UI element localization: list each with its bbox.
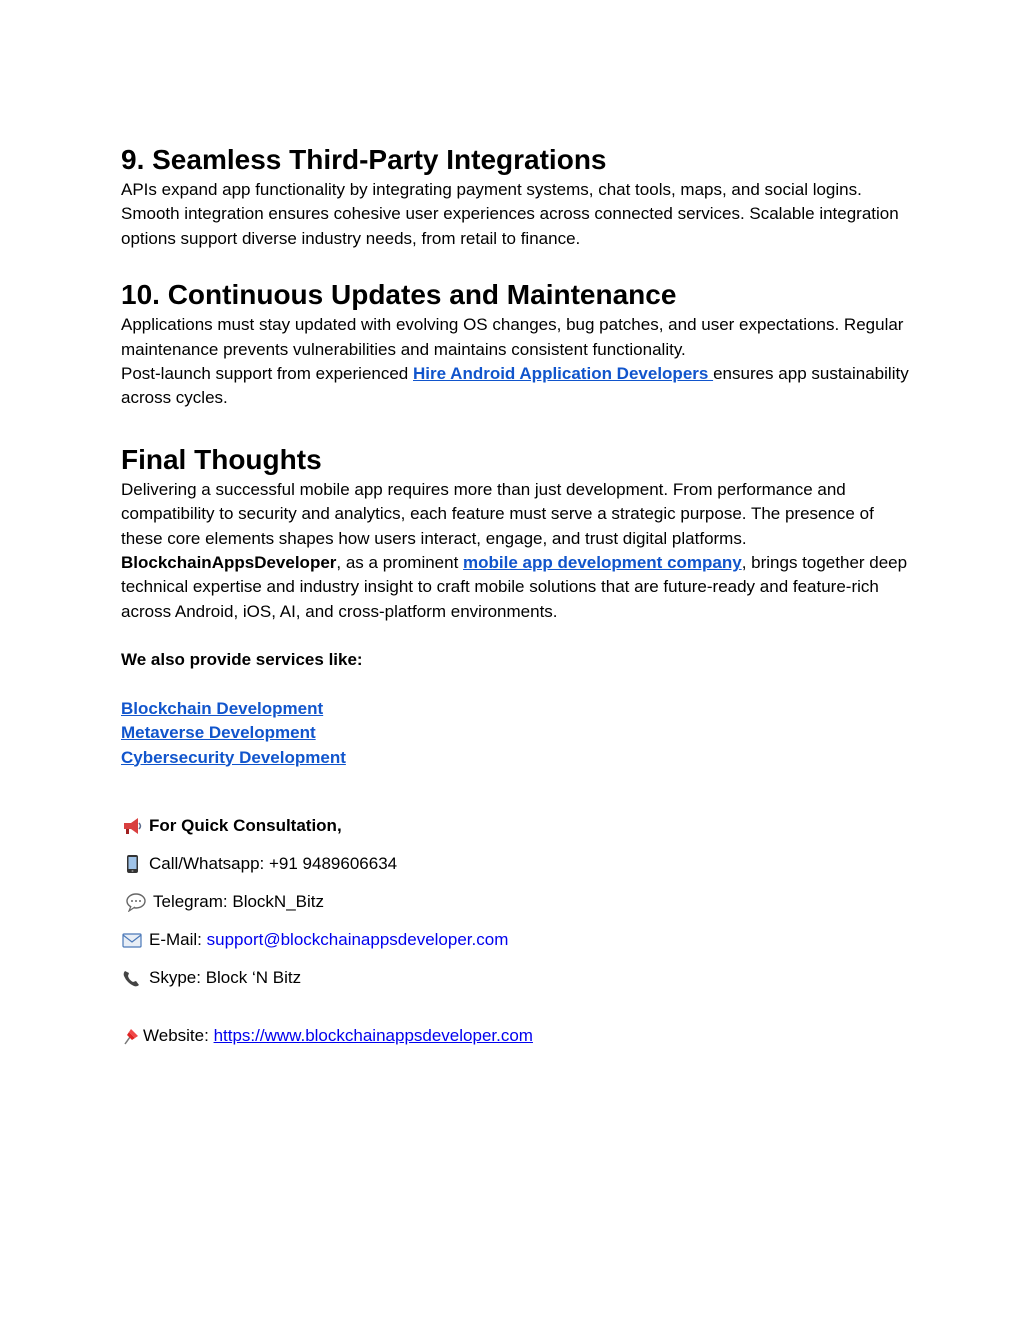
section-body-integrations: APIs expand app functionality by integrating payment systems, chat tools, maps, and social logins. Smooth integration ensures cohesive user experiences across connected services. Scalable integration options support diverse industry needs, from retail to finance. [121, 180, 899, 248]
final-thoughts-text: Delivering a successful mobile app requires more than just development. From performance and compatibility to security and analytics, each feature must serve a strategic purpose. The presence of these core elements shapes how users interact, engage, and trust digital platforms. [121, 479, 874, 548]
pushpin-icon [121, 1026, 139, 1046]
contact-skype: Skype: Block ‘N Bitz [149, 967, 302, 987]
section-heading-integrations: 9. Seamless Third-Party Integrations [121, 144, 607, 175]
mobile-app-development-link[interactable]: mobile app development company [463, 553, 742, 573]
contact-website-label: Website: [143, 1025, 209, 1045]
service-link-cybersecurity[interactable]: Cybersecurity Development [121, 747, 346, 767]
contact-telegram: Telegram: BlockN_Bitz [153, 891, 325, 911]
updates-text-1: Applications must stay updated with evolving OS changes, bug patches, and user expectations. Regular maintenance prevents vulnerabilities and maintains consistent functionality. [121, 315, 904, 359]
section-heading-updates: 10. Continuous Updates and Maintenance [121, 279, 677, 311]
section-heading-final-thoughts: Final Thoughts [121, 443, 322, 475]
brand-name: BlockchainAppsDeveloper [121, 553, 337, 573]
final-thoughts-tail: , brings together deep technical expertise and industry insight to craft mobile solutions that are future-ready and feature-rich across Android, iOS, AI, and cross-platform environments. [121, 553, 908, 621]
website-link[interactable]: https://www.blockchainappsdeveloper.com [213, 1025, 533, 1045]
contact-call: Call/Whatsapp: +91 9489606634 [149, 853, 398, 873]
section-body-updates [121, 313, 911, 411]
contact-heading: For Quick Consultation, [149, 815, 342, 835]
email-link[interactable]: support@blockchainappsdeveloper.com [206, 929, 509, 949]
contact-email-label: E-Mail: [149, 929, 202, 949]
services-intro: We also provide services like: [121, 650, 363, 670]
email-icon [121, 930, 143, 950]
mobile-phone-icon [121, 854, 143, 874]
document-page [121, 142, 911, 1062]
contact-skype-row [121, 966, 911, 990]
service-link-metaverse[interactable]: Metaverse Development [121, 723, 316, 743]
updates-text-3: ensures app sustainability across cycles. [121, 364, 909, 408]
contact-website-row [121, 1024, 911, 1048]
contact-block [121, 814, 911, 1048]
final-thoughts-mid: , as a prominent [336, 553, 464, 573]
section-body-final-thoughts [121, 478, 911, 624]
updates-text-2: Post-launch support from experienced [121, 364, 413, 384]
megaphone-icon [121, 816, 143, 836]
telephone-icon [121, 968, 143, 988]
contact-heading-row [121, 814, 911, 838]
contact-telegram-row [121, 890, 911, 914]
contact-call-row [121, 852, 911, 876]
hire-android-developers-link[interactable]: Hire Android Application Developers [413, 364, 714, 384]
speech-bubble-icon [125, 892, 147, 912]
service-link-blockchain[interactable]: Blockchain Development [121, 698, 324, 718]
services-list [121, 697, 911, 770]
contact-email-row [121, 928, 911, 952]
